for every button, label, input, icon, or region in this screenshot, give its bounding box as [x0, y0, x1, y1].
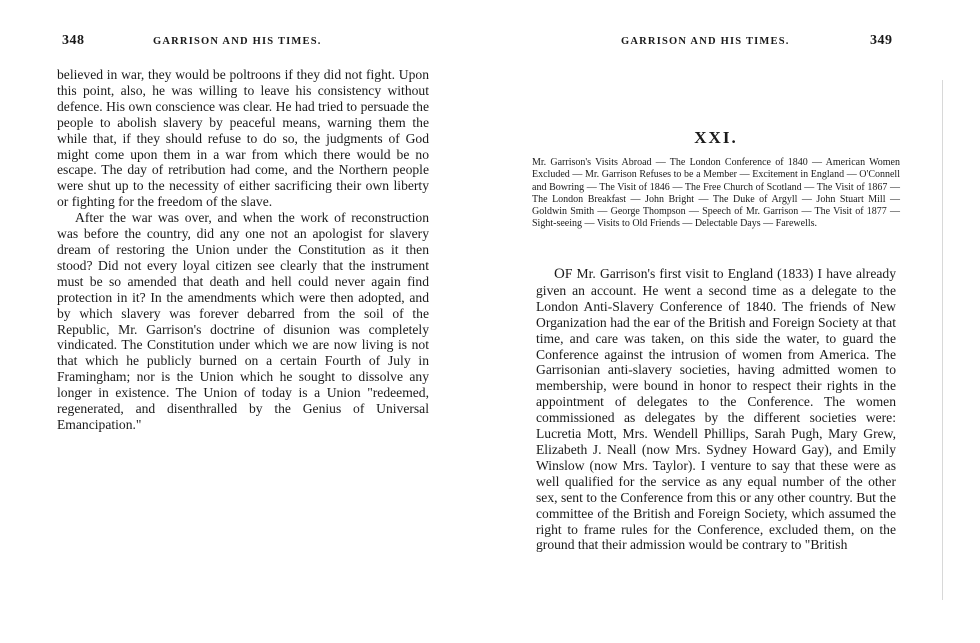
- running-head: GARRISON AND HIS TIMES.: [621, 36, 790, 47]
- page-edge-line: [942, 80, 943, 600]
- paragraph: believed in war, they would be poltroons if they did not fight. Upon this point, also, he was willing to leave his consistency without defence. His own conscience was clear. He had tried to persuade the people to abolish slavery by peaceful means, warning them the while that, if they should refuse to do so, the judgments of God might come upon them in a war from which there would be no escape. The day of retribution had come, and the Northern people were shut up to the necessity of either sacrificing their own liberty or fighting for the freedom of the slave.: [57, 67, 429, 210]
- page-number: 348: [62, 33, 85, 48]
- chapter-number: XXI.: [694, 128, 738, 147]
- page-number: 349: [870, 33, 893, 48]
- paragraph: OF Mr. Garrison's first visit to England (1833) I have already given an account. He went a second time as a delegate to the London Anti-Slavery Conference of 1840. The friends of New Organization had the ear of the British and Foreign Society at that time, and care was taken, on this side the water, to guard the Conference against the intrusion of women from America. The Garrisonian anti-slavery societies, having admitted women to membership, were bound in honor to respect their rights in the appointment of delegates to the Conference. The women commissioned as delegates by the different societies were: Lucretia Mott, Mrs. Wendell Phillips, Sarah Pugh, Mary Grew, Elizabeth J. Neall (now Mrs. Sydney Howard Gay), and Emily Winslow (now Mrs. Taylor). I venture to say that these were as well qualified for the service as any equal number of the other sex, sent to the Conference from this or any other country. But the committee of the British and Foreign Society, which assumed the right to frame rules for the Conference, excluded them, on the ground that their admission would be contrary to "British: [536, 266, 896, 553]
- chapter-synopsis: Mr. Garrison's Visits Abroad — The London Conference of 1840 — American Women Excluded — Mr. Garrison Refuses to be a Member — Excitement in England — O'Connell and Bowring — The Visit of 1846 — The Free Church of Scotland — The Visit of 1867 — The London Breakfast — John Bright — The Duke of Argyll — John Stuart Mill — Goldwin Smith — George Thompson — Speech of Mr. Garrison — The Visit of 1877 — Sight-seeing — Visits to Old Friends — Delectable Days — Farewells.: [532, 157, 900, 230]
- body-text: [536, 266, 896, 553]
- paragraph: After the war was over, and when the work of reconstruction was before the country, did any one not an apologist for slavery dream of restoring the Union under the Constitution as it then stood? Did not every loyal citizen see clearly that the instrument must be so amended that death and hell could never again find protection in it? In the amendments which were then adopted, and by which slavery was forever debarred from the soil of the Republic, Mr. Garrison's doctrine of disunion was completely vindicated. The Constitution under which we are now living is not that which he publicly burned on a certain Fourth of July in Framingham; nor is the Union which he sought to dissolve any longer in existence. The Union of today is a Union "redeemed, regenerated, and disenthralled by the Genius of Universal Emancipation.": [57, 210, 429, 432]
- running-head: GARRISON AND HIS TIMES.: [153, 36, 322, 47]
- right-page: [490, 0, 980, 643]
- body-text: [57, 67, 429, 433]
